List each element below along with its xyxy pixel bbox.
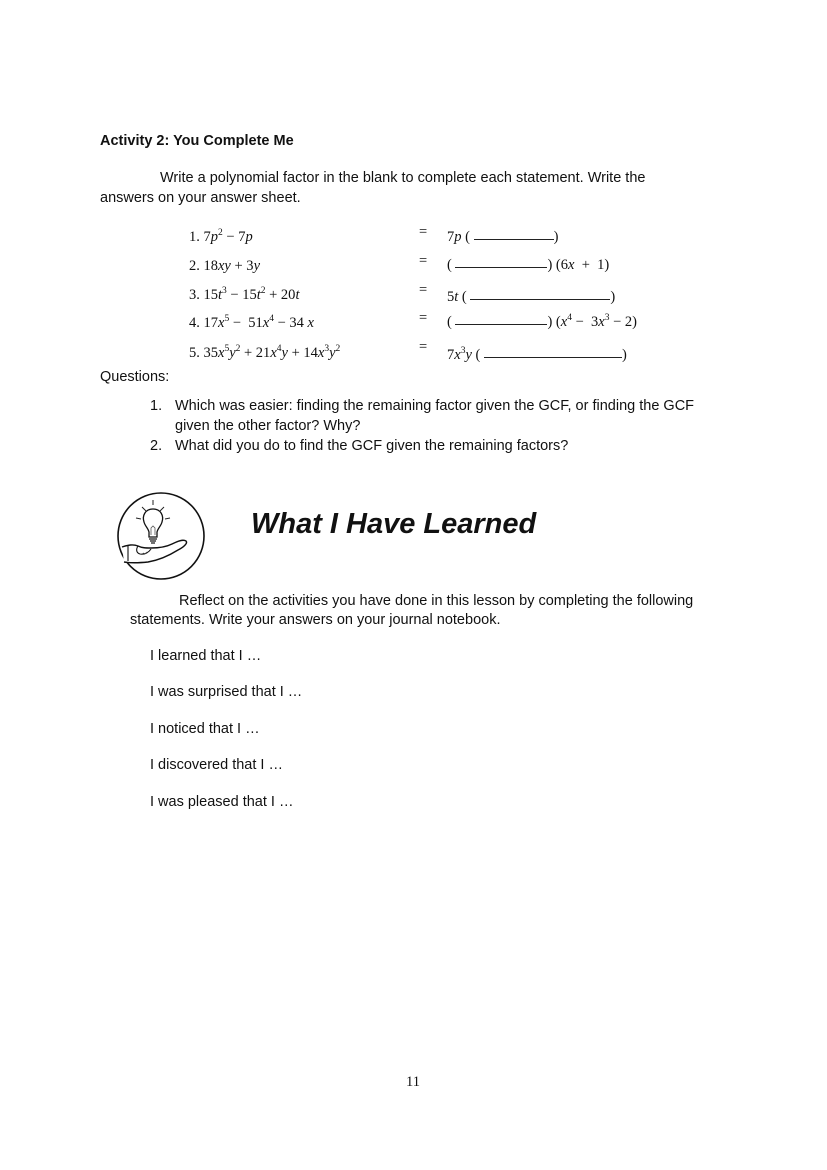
- prompt-item: I was surprised that I …: [150, 684, 303, 700]
- equals-sign: =: [419, 224, 428, 240]
- question-number: 2.: [150, 438, 163, 454]
- instructions-line-1: Write a polynomial factor in the blank to complete each statement. Write the: [160, 170, 646, 186]
- lightbulb-in-hand-icon: [114, 491, 208, 581]
- answer-blank[interactable]: [474, 229, 554, 240]
- problem-4: 4. $17x^5 - 51x^4 - 34$ x: [189, 314, 314, 331]
- prompt-item: I learned that I …: [150, 648, 262, 664]
- equals-sign: =: [419, 310, 428, 326]
- reflection-intro-line-2: statements. Write your answers on your journal notebook.: [130, 612, 501, 628]
- instructions-line-2: answers on your answer sheet.: [100, 190, 301, 206]
- prompt-item: I was pleased that I …: [150, 794, 294, 810]
- equals-sign: =: [419, 339, 428, 355]
- answer-4: ( ) $(x^4 - 3x^3 - 2)$: [447, 313, 637, 330]
- prompt-item: I noticed that I …: [150, 721, 260, 737]
- problem-5: 5. $35x^5y^2 + 21x^4y + 14x^3y^2$: [189, 344, 341, 361]
- equals-sign: =: [419, 253, 428, 269]
- prompt-item: I discovered that I …: [150, 757, 283, 773]
- answer-1: 7p ( ): [447, 229, 559, 245]
- question-1-line-1: Which was easier: finding the remaining factor given the GCF, or finding the GCF: [175, 398, 695, 414]
- answer-blank[interactable]: [484, 347, 622, 358]
- question-number: 1.: [150, 398, 163, 414]
- problem-1: 1. $7p^2 - 7p$: [189, 228, 253, 245]
- answer-blank[interactable]: [455, 257, 547, 268]
- answer-blank[interactable]: [455, 314, 547, 325]
- problem-2: 2. 18xy + 3y: [189, 258, 260, 274]
- equals-sign: =: [419, 282, 428, 298]
- answer-5: $7x^3y$ ( ): [447, 346, 627, 363]
- questions-label: Questions:: [100, 369, 170, 385]
- page-number: 11: [406, 1074, 420, 1090]
- reflection-intro-line-1: Reflect on the activities you have done in this lesson by completing the following: [179, 593, 694, 609]
- question-1-line-2: given the other factor? Why?: [175, 418, 361, 434]
- question-2-line-1: What did you do to find the GCF given the remaining factors?: [175, 438, 569, 454]
- answer-2: ( ) (6x + 1): [447, 257, 610, 273]
- answer-3: 5t ( ): [447, 289, 616, 305]
- activity-title: Activity 2: You Complete Me: [100, 133, 294, 149]
- answer-blank[interactable]: [470, 289, 610, 300]
- section-heading: What I Have Learned: [251, 508, 537, 540]
- problem-3: 3. $15t^3 - 15t^2 + 20t$: [189, 286, 300, 303]
